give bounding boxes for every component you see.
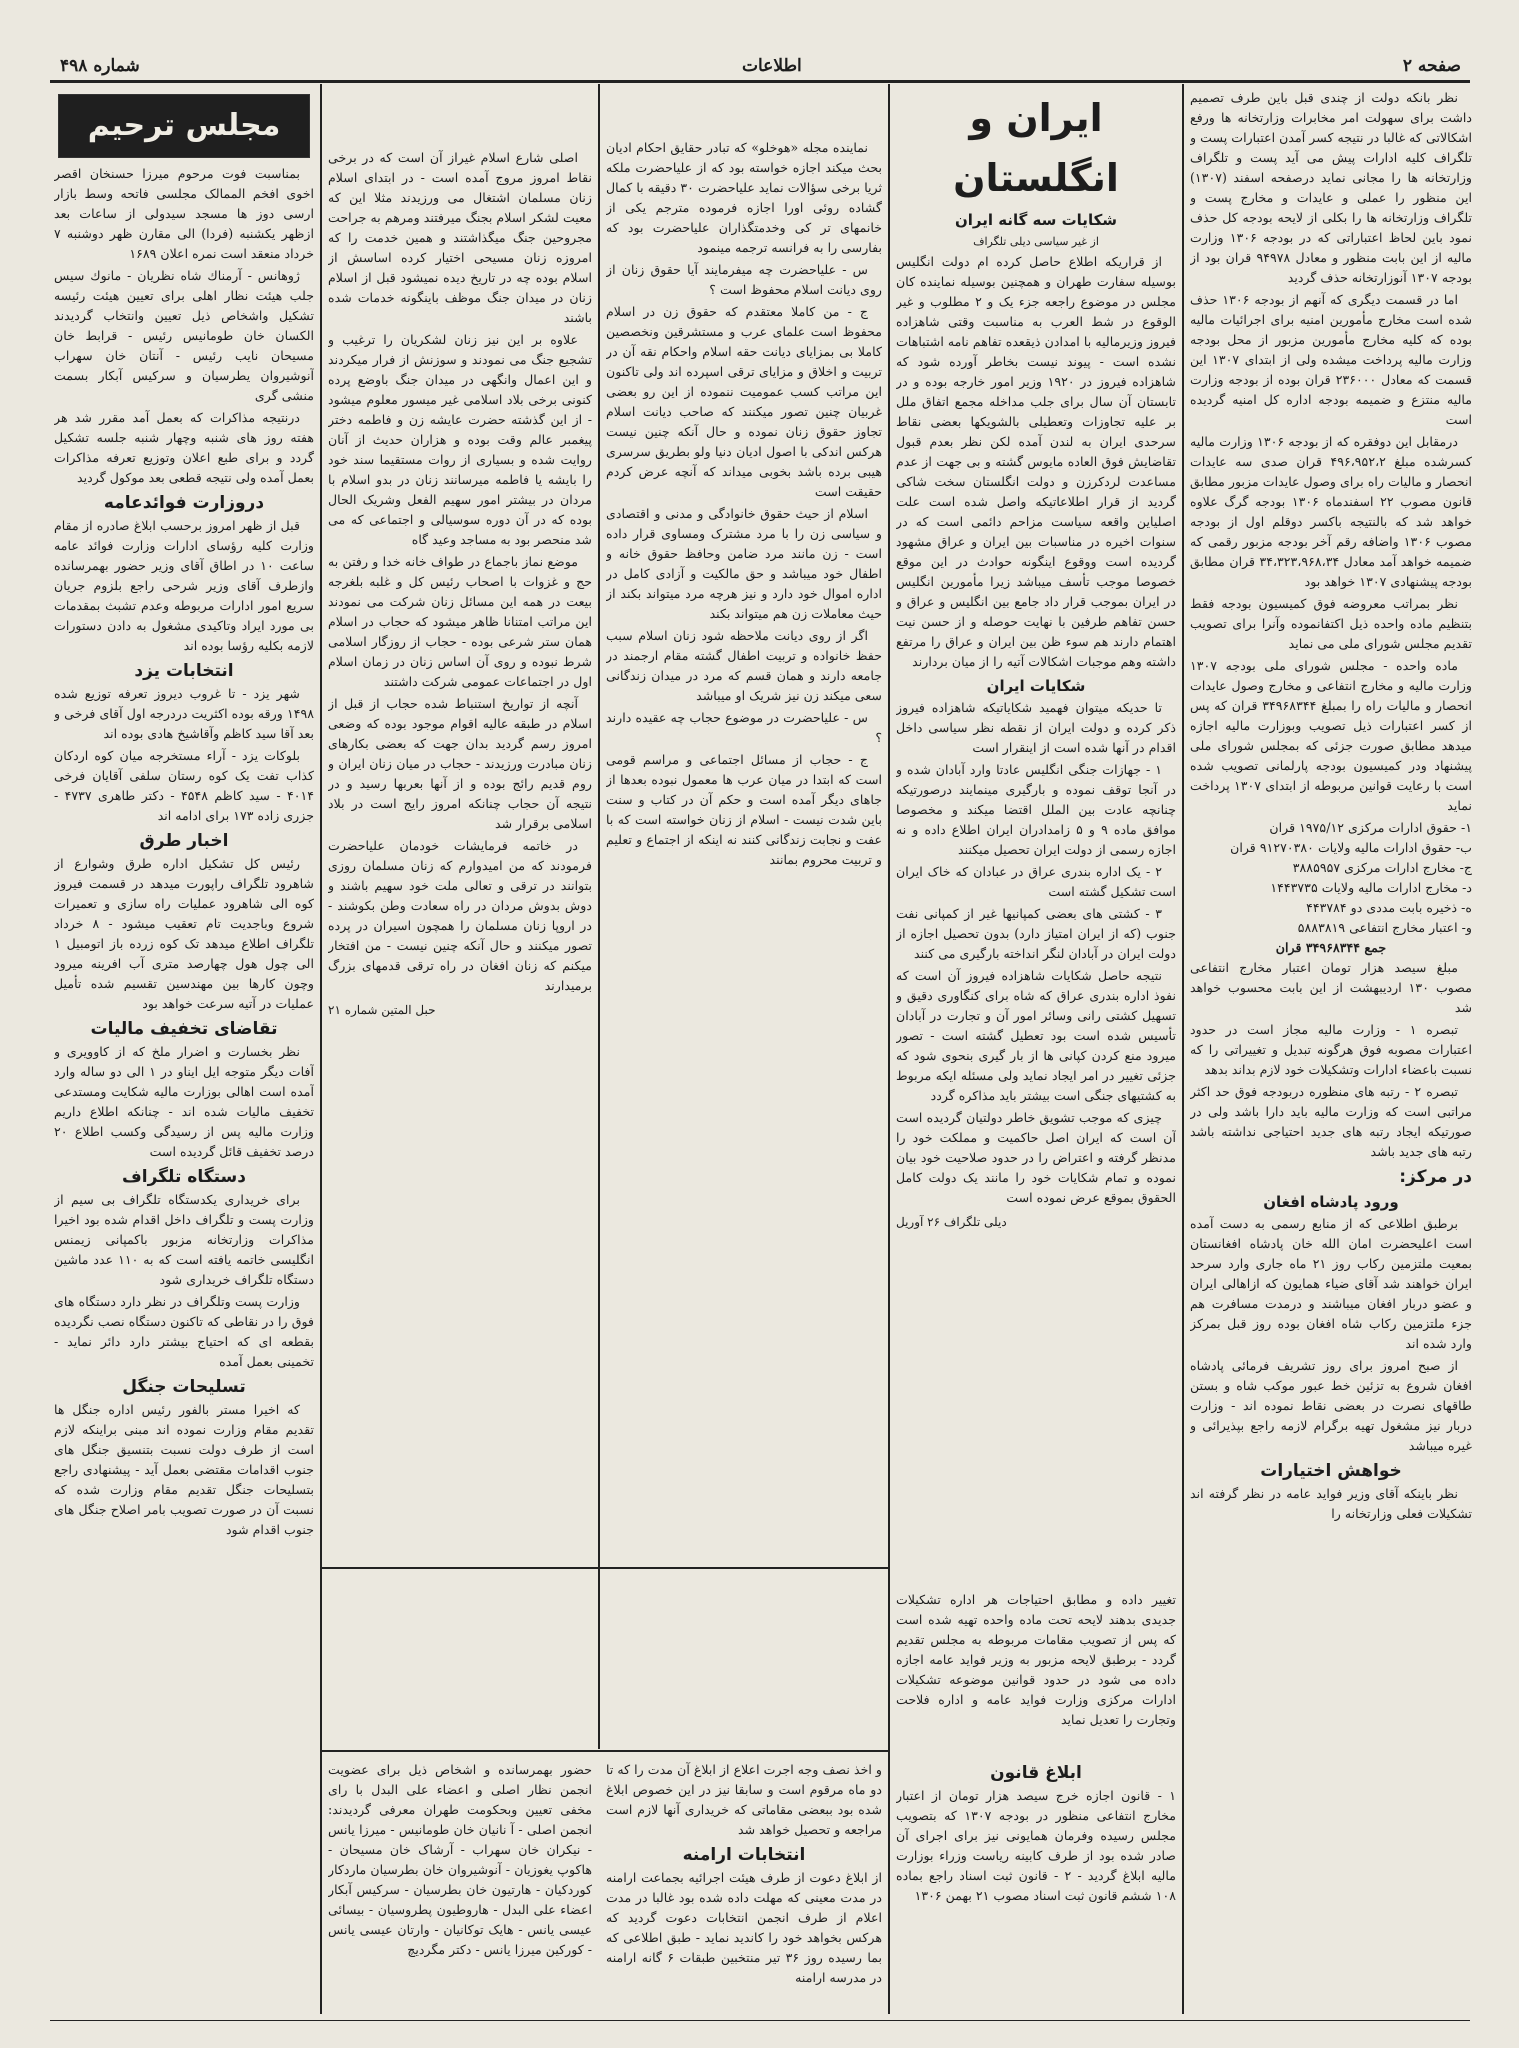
paragraph: تغییر داده و مطابق احتیاجات هر اداره تشکیلات جدیدی بدهند لایحه تحت ماده واحده تهیه شده است که پس از تصویب مقامات مربوطه به مجلس تقدیم گردد - برطبق لایحه مزبور به وزیر فواید عامه اجازه داده می شود در حدود قوانین موضوعه تشکیلات ادارات مرکزی وزارت فواید عامه و اداره فلاحت وتجارت را تعدیل نماید [896,1592,1176,1727]
column-divider [888,84,890,2014]
paragraph: از صبح امروز برای روز تشریف فرمائی پادشاه افغان شروع به تزئین خط عبور موکب شاه و بستن طاقهای نصرت در بعضی نقاط نموده اند - وزارت دربار نیز مشغول تهیه برگرام لازمه راجع بپذیرائی و غیره میباشد [1190,1358,1472,1453]
page-number: صفحه ۲ [1402,56,1461,76]
paragraph: از ابلاغ دعوت از طرف هیئت اجرائیه بجماعت ارامنه در مدت معینی که مهلت داده شده بود غالبا در مدت اعلام از طرف انجمن انتخابات دعوت گردید که هرکس بخواهد خود را کاندید نماید - طبق اطلاعی که بما رسیده روز ۳۶ تیر منتخبین طبقات ۶ گانه ارامنه در مدرسه ارامنه [606,1870,882,1985]
issue-number: شماره ۴۹۸ [60,56,140,76]
budget-item: ج- مخارج ادارات مرکزی ۳۸۸۵۹۵۷ [1292,860,1472,875]
paper-name: اطلاعات [742,56,802,76]
paragraph: حضور بهمرسانده و اشخاص ذیل برای عضویت انجمن نظار اصلی و اعضاء علی البدل با رای مخفی تعیین وبحکومت طهران معرفی گردیدند: انجمن اصلی - آ نانیان خان طومانیس - میرزا یانس - نیکران خان سهراب - آرشاک خان مسیحان - هاکوپ یغوزیان - آنوشیروان خان بطرسیان ماردکار کوردکیان - هارتیون خان بطرسیان - سرکیس آبکار اعضاء علی البدل - هاروطیون پطروسیان - بیسائی عیسی یانس - هایک توکانیان - وارتان عیسی یانس - کورکین میرزا یانس - دکتر مگردیچ [328,1762,592,1957]
paragraph: نظر بمراتب معروضه فوق کمیسیون بودجه فقط بتنظیم ماده واحده ذیل اکتفانموده وآنرا برای تصویب تقدیم مجلس شورای ملی می نماید [1190,596,1472,651]
news-title: تسلیحات جنگل [122,1377,246,1397]
paragraph: از قراریکه اطلاع حاصل کرده ام دولت انگلیس بوسیله سفارت طهران و همچنین بوسیله نماینده کان مجلس در موضوع راجعه جزء یک و ۲ مطلوب و غیر الوقوع در شط العرب به مناسبت وقتی شاهزاده فیروز وزیرمالیه با امدادن ذیقعده تفاهم نامه اشتباهات نشده است - پیوند نیست بخاطر آورده شود که شاهزاده فیروز در ۱۹۲۰ وزیر امور خارجه بوده و در تابستان آن سال برای جلب مداخله مجمع اتفاق ملل بر علیه تجاوزات وتعطیلی بالشویکها بعضی نقاط سرحدی ایران به لندن آمده لکن نظر بعدم قبول تقاضایش فوق العاده مایوس گشته و بی جهت از عدم مساعدت لردکرزن و دولت انگلستان سخت شاکی گردید از قرار اطلاعاتیکه واصل شده است علت اصلیاین واقعه سیاست مزاحم دائمی است که در سنوات اخیره در مناسبات بین ایران و عراق مشهود گردیده است ووقوع اینگونه حوادث در این موقع خصوصا موجب تأسف میباشد زیرا مأمورین انگلیس در ایران بموجب قرار داد جامع بین انگلیس و عراق و حسن تفاهم طرفین با نهایت حوصله و از حسن نیت اهتمام دارند هم سوء ظن بین ایران و عراق را مرتفع داشته وهم موجبات اشکالات آتیه را از میان بردارند [896,254,1176,669]
column-news [54,88,314,2018]
header-rule [50,80,1470,83]
paragraph: بلوکات یزد - آراء مستخرجه میان کوه اردکان کذاب تفت یک کوه رستان سلفی آقایان فرخی ۴۰۱۴ - سید کاظم ۴۵۴۸ - دکتر طاهری ۴۷۳۷ - جزری زاده ۱۷۳ برای ادامه اند [54,748,314,823]
paragraph: ژوهانس - آرمناك شاه نظریان - مانوك سیس جلب هیئت نظار اهلی برای تعیین هیئت رئیسه تشکیل واشخاص ذیل تعیین وانتخاب گردیدند الکسان خان طومانیس رئیس - قرابط خان مسیحان نایب رئیس - آنتان خان سهراب آنوشیروان یطرسیان و سرکیس آبکار بسمت منشی گری [54,268,314,403]
paragraph: ماده واحده - مجلس شورای ملی بودجه ۱۳۰۷ وزارت مالیه و مخارج انتفاعی و مخارج وصول عایدات انحصار و مالیات راه را بمبلغ ۳۴۹۶۸۳۴۴ قران که پس از کسر اعتبارات ذیل تصویب وبوزارت مالیه اجازه میدهد مطابق صورت جزئی که بمجلس شورای ملی پیشنهاد ودر کمیسیون بودجه پارلمانی تصویب شده است با رعایت قوانین مربوطه از ابتدای ۱۳۰۷ پرداخت نماید [1190,658,1472,813]
paragraph: علاوه بر این نیز زنان لشکریان را ترغیب و تشجیع جنگ می نمودند و سوزنش از فرار میکردند و این اعمال وانگهی در میدان جنگ باوضع پرده کنونی برخی بلاد اسلامی غیر میسور معلوم میشود - از این گذشته حضرت عایشه زن و فاطمه دختر پیغمبر عالم وقت بوده و هزاران حدیث از آنان روایت شده و بسیاری از روات مستقیما سند خود را بایشه یا فاطمه میرسانند زنان در بدو اسلام با مردان در بیشتر امور سهیم الفعل وشریک الحال بوده که در آن دوره سوسیالی و اجتماعی که می شد منحصر بود به مساجد وعید گاه [328,332,592,547]
armenian-election-block [606,1760,882,2014]
law-notice-block [896,1760,1176,2014]
paragraph: موضع نماز باجماع در طواف خانه خدا و رفتن به حج و غزوات با اصحاب رئیس کل و غلبه بلغرجه بیعت در همه این مسائل زنان شرکت می نمودند این مراتب امتنانا ظاهر میشود که حجاب در اسلام همان ستر شرعی بوده - حجاب از روزگار اسلامی شرط نبوده و روی آن اساس زنان در زمان اسلام اول در اجتماعات عمومی شرکت داشتند [328,554,592,689]
paragraph: اگر از روی دیانت ملاحظه شود زنان اسلام سبب حفظ خانواده و تربیت اطفال گشته مقام ارجمند در جامعه دارند و همان قسم که مرد در میدان زندگانی سعی میکند زن نیز شریک او میباشد [606,628,882,703]
paragraph: رئیس کل تشکیل اداره طرق وشوارع از شاهرود تلگراف راپورت میدهد در قسمت فیروز کوه الی شاهرود عملیات راه سازی و تعمیرات شروع وباجدیت تام تعقیب میشود - ۸ خرداد تلگراف اطلاع میدهد تک کوه زرده باز اتومبیل ۱ الی چول هول چهارصد متری آب افرینه میرود وچون کارها بین مهندسین تقسیم شده تأمیل عملیات در آتیه سرعت خواهد بود [54,856,314,1011]
paragraph: در خاتمه فرمایشات خودمان علیاحضرت فرمودند که من امیدوارم که زنان مسلمان روزی بتوانند در ترقی و تعالی ملت خود سهیم باشند و دوش بدوش مردان در راه سعادت وطن بکوشند - در اروپا زنان مسلمان را همچون اسیران در پرده تصور میکنند و حال آنکه چنین نیست - من افتخار میکنم که زنان افغان در راه ترقی قدمهای بزرگ برمیدارند [328,838,592,993]
article-subtitle: شکایات ایران [986,677,1086,695]
paragraph: نتیجه حاصل شکایات شاهزاده فیروز آن است که نفوذ اداره بندری عراق که شاه برای کنگاوری دقیق و تسهیل کشتی رانی وسائر امور آن و تجارت در آبادان تأسیس شده است بود تعطیل گشته است - تصور میرود منع کردن کپانی ها از بار گیری بنحوی شود که جزئی تغییر در امر ایجاد نماید ولی مسئله ایکه مربوط به کشتیهای جنگی است بیشتر باید مذاکره گردد [896,968,1176,1103]
paragraph: چیزی که موجب تشویق خاطر دولتیان گردیده است آن است که ایران اصل حاکمیت و مملکت خود را مدنظر گرفته و اعتراض را در حدود صلاحیت خود بیان نموده و تمام شکایات خود را مانند یک دولت کامل الحقوق بموقع عرض نموده است [896,1110,1176,1205]
budget-item: ۱- حقوق ادارات مرکزی ۱۹۷۵/۱۲ قران [1269,820,1472,835]
footer-rule [50,2020,1470,2021]
paragraph: شهر یزد - تا غروب دیروز تعرفه توزیع شده ۱۴۹۸ ورقه بوده اکثریت دردرجه اول آقای فرخی و بعد آقا سید کاظم وآقاشیخ هادی بوده اند [54,686,314,741]
question: س - علیاحضرت در موضوع حجاب چه عقیده دارند ؟ [606,710,882,745]
news-title: خواهش اختیارات [1260,1461,1402,1481]
answer: ج - من کاملا معتقدم که حقوق زن در اسلام محفوظ است علمای عرب و مستشرقین ونخصصین کاملا بی بمزایای دیانت حقه اسلام واحکام نقه آن در تربیت و اخلاق و مزایای ترقی اسپرده اند ولی تاکنون این مراتب کسب عمومیت ننموده از این رو بعضی غربیان چنین تصور میکنند که صاحب دیانت اسلام تجاوز حقوق زنان نموده و حال آنکه چنین نیست هرکس اندکی با اصول ادیان دنیا ولو بطریق سرسری هیبی برده باشد بخوبی میداند که آنچه عرض کردم حقیقت است [606,304,882,499]
paragraph: ۲ - یک اداره بندری عراق در عبادان که خاک ایران است تشکیل گشته است [896,864,1176,899]
notice-title: مجلس ترحیم [87,108,281,143]
question: س - علیاحضرت چه میفرمایند آیا حقوق زنان از روی دیانت اسلام محفوظ است ؟ [606,262,882,297]
paragraph: برطبق اطلاعی که از منابع رسمی به دست آمده است اعلیحضرت امان الله خان پادشاه افغانستان بمعیت ملتزمین رکاب روز ۲۱ ماه جاری وارد سرحد ایران خواهند شد آقای ضیاء همایون که ازاهالی ایران و عضو دربار افغان میباشند و درمدت مسافرت هم جزء ملتزمین رکاب شاه افغان بوده روز قبل بمرکز وارد شده اند [1190,1216,1472,1351]
law-top-block [896,1590,1176,1730]
column-queen-interview-cont [328,148,592,1618]
column-budget [1190,88,1472,2018]
section-label: در مرکز: [1399,1167,1472,1187]
paragraph: نماینده مجله «هوخلو» که تبادر حقایق احکام ادیان بحث میکند اجازه خواسته بود که از علیاحضرت ملکه ثریا برخی سؤالات نماید علیاحضرت ۳۰ دقیقه با کمال گشاده روئی اورا اجازه فرموده مترجم یکی از خانمهای تر کی وخدمتگذاران علیاحضرت بود که بفارسی را به فرانسه ترجمه مینمود [606,140,882,255]
paragraph: تا حدیکه میتوان فهمید شکایاتیکه شاهزاده فیروز ذکر کرده و دولت ایران از نقطه نظر سیاسی داخل اقدام در آنها شده است از اینقرار است [896,700,1176,755]
page-header [0,0,1519,78]
news-title: دروزارت فوائدعامه [103,493,265,513]
column-iran-england [896,88,1176,1578]
news-title: تقاضای تخفیف مالیات [90,1019,278,1039]
paragraph: که اخیرا مستر بالفور رئیس اداره جنگل ها تقدیم مقام وزارت نموده اند مبنی براینکه لازم است از طرف دولت نسبت بتنسیق جنگل های جنوب اقدامات مقتضی بعمل آید - پیشنهادی راجع بتسلیحات جنگل تقدیم مقام وزارت شده که نسبت آن در صورت تصویب بامر اصلاح جنگل های جنوب اقدام شود [54,1402,314,1537]
paragraph: بمناسبت فوت مرحوم میرزا حسنخان اقصر اخوی افخم الممالک مجلسی فاتحه وسط بازار ارسی دوز ها مسجد سیدولی از ساعات بعد ازظهر یکشنبه (فردا) الی مقارن ظهر دوشنبه ۷ خرداد منعقد است نمره اعلان ۱۶۸۹ [54,166,314,261]
paragraph: قبل از ظهر امروز برحسب ابلاغ صادره از مقام وزارت کلیه رؤسای ادارات وزارت فوائد عامه ساعت ۱۰ در اطاق آقای وزیر حضور بهمرسانده وازطرف آقای وزیر شرحی راجع بلزوم جریان سریع امور ادارات مربوطه وعدم تشبث بمقدمات بی مورد ایراد وتاکیدی مشغول به دادن دستورات لازمه بکلیه رؤسا بوده اند [54,518,314,653]
paragraph: تبصره ۱ - وزارت مالیه مجاز است در حدود اعتبارات مصوبه فوق هرگونه تبدیل و تغییراتی را که نسبت باعضاء ادارات وتشکیلات خود لازم بداند بدهد [1190,1022,1472,1077]
news-title: ابلاغ قانون [990,1763,1082,1783]
news-title: ورود پادشاه افغان [1263,1193,1399,1211]
paragraph: آنچه از تواریخ استنباط شده حجاب از قبل از اسلام در طبقه عالیه اقوام موجود بوده که وضعی امروز رسم گردید بدان جهت که بعضی بکارهای زنان مبادرت ورزیدند - حجاب در میان زنان ایران و روم قدیم رائج بوده و از آنها بعربها رسید و در نتیجه آن حجاب چنانکه امروز رایج است در بلاد اسلامی برقرار شد [328,696,592,831]
source-signature: دیلی تلگراف ۲۶ آوریل [896,1215,1007,1229]
budget-item: ه- ذخیره بابت مددی دو ۴۴۳۷۸۴ [1306,900,1472,915]
paragraph: برای خریداری یکدستگاه تلگراف بی سیم از وزارت پست و تلگراف داخل اقدام شده بود اخیرا مذاکرات وزارتخانه مزبور باکمپانی زیمنس انگلیسی خاتمه یافته است که به ۱۱۰ عدد ماشین دستگاه تلگراف خریداری شود [54,1192,314,1287]
paragraph: درمقابل این دوفقره که از بودجه ۱۳۰۶ وزارت مالیه کسرشده مبلغ ۴۹۶،۹۵۲،۲ قران صدی سه عایدات انحصار و مالیات راه برای وصول عایدات مزبور مطابق قانون مصوب ۲۲ اسفندماه ۱۳۰۶ بودجه گرگ علاوه خواهد شد که بالنتیجه باکسر دوقلم اول از بودجه مصوب ۱۳۰۶ واضافه رقم آخر بودجه مزبور رقمی که ضمیمه خواهد آمد معادل ۳۴،۳۲۳،۹۶۸،۳۴ قران مطابق بودجه پیشنهادی ۱۳۰۷ خواهد بود [1190,434,1472,589]
news-title: دستگاه تلگراف [122,1167,246,1187]
article-title: ایران و انگلستان [953,96,1119,200]
paragraph: نظر باینکه آقای وزیر فواید عامه در نظر گرفته اند تشکیلات فعلی وزارتخانه را [1190,1486,1472,1521]
column-divider [598,84,600,1749]
paragraph: اصلی شارع اسلام غیراز آن است که در برخی نقاط امروز مروج آمده است - در ابتدای اسلام زنان مسلمان اشتغال می ورزیدند مثلا این که معیت لشکر اسلام بجنگ میرفتند ومرهم به جراحت مجروحین جنگ میگذاشتند و همین خدمت را که امروزه زنان مسیحی اختیار کرده اساسش از اسلام بوده چه در تاریخ دیده نمیشود قبل از اسلام زنان در میدان جنگ موظف باینگونه خدمات شده باشند [328,150,592,325]
budget-item: و- اعتبار مخارج انتفاعی ۵۸۸۳۸۱۹ [1297,920,1472,935]
section-rule [322,1750,888,1752]
budget-list [1190,818,1472,958]
article-subtitle: شکایات سه گانه ایران [954,211,1118,229]
armenian-council-block [328,1760,592,2014]
column-divider [1182,84,1184,2014]
answer: ج - حجاب از مسائل اجتماعی و مراسم قومی است که ابتدا در میان عرب ها معمول نبوده بعدها از جاهای دیگر آمده است و حکم آن در کتاب و سنت باین شدت نیست - اسلام از زنان خواسته است که با عفت و نجابت زندگانی کنند نه اینکه از اجتماع و تعلیم و تربیت محروم بمانند [606,752,882,867]
column-queen-interview [606,88,882,1558]
mourning-box [58,94,310,158]
budget-total: جمع ۳۴۹۶۸۳۴۴ قران [1275,940,1387,955]
dateline: از غیر سیاسی دیلی تلگراف [973,235,1099,248]
paragraph: نظر بانکه دولت از چندی قبل باین طرف تصمیم داشت برای سهولت امر مخابرات وزارتخانه ها ورفع اشکالاتی که غالبا در نتیجه کسر آمدن اعتبارات پست و تلگراف کلیه ادارات پیش می آید پست و تلگراف وزارتخانه ها را مجانی نماید درصفحه اسفند (۱۳۰۷) این منظور را عملی و عایدات و مخارج پست و تلگراف وزارتخانه ها را بکلی از لایحه بودجه کل حذف نمود باین لحاظ اعتباراتی که در بودجه ۱۳۰۶ وزارت مالیه از این بابت منظور و معادل ۹۴۹۷۸ قران بود از بودجه ۱۳۰۷ آنوزارتخانه حذف گردید [1190,90,1472,285]
source-signature: حبل المتین شماره ۲۱ [328,1003,436,1017]
news-title: انتخابات یزد [134,661,234,681]
budget-item: ب- حقوق ادارات مالیه ولایات ۹۱۲۷۰۳۸۰ قران [1230,840,1472,855]
paragraph: و اخذ نصف وجه اجرت اعلاع از ابلاغ آن مدت را که تا دو ماه مرقوم است و سابقا نیز در این خصوص ابلاغ شده بود ببعضی مقاماتی که خریداری آنها لازم است مراجعه و تحصیل خواهد شد [606,1762,882,1837]
paragraph: نظر بخسارت و اضرار ملخ که از کاوویری و آفات دیگر متوجه ایل ایناو در ۱ الی دو ساله وارد آمده است اهالی بوزارت مالیه شکایت ومستدعی تخفیف مالیات شده اند - چنانکه اطلاع داریم وزارت مالیه پس از رسیدگی وکسب اطلاع ۲۰ درصد تخفیف قائل گردیده است [54,1044,314,1159]
paragraph: اما در قسمت دیگری که آنهم از بودجه ۱۳۰۶ حذف شده است مخارج مأمورین امنیه برای اجرائیات مالیه بوده که کلیه مخارج مأمورین مزبور از محل بودجه وزارت مالیه پرداخت میشده ولی از ابتدای ۱۳۰۷ این قسمت که معادل ۲۳۶۰۰۰ قران بوده از بودجه وزارت مالیه منتزع و ضمیمه بودجه اداره کل امنیه گردیده است [1190,292,1472,427]
column-divider [320,84,322,2014]
paragraph: وزارت پست وتلگراف در نظر دارد دستگاه های فوق را در نقاطی که تاکنون دستگاه نصب نگردیده بقطعه ای که احتیاج بیشتر دارد دائر نماید - تخمینی بعمل آمده [54,1294,314,1369]
paragraph: ۱ - قانون اجازه خرج سیصد هزار تومان از اعتبار مخارج انتفاعی منظور در بودجه ۱۳۰۷ که بتصویب مجلس رسیده وفرمان همایونی نیز برای اجرای آن صادر شده بود از طرف کابینه ریاست وزراء بوزارت مالیه ابلاغ گردید - ۲ - قانون ثبت اسناد راجع بماده ۱۰۸ ششم قانون ثبت اسناد مصوب ۲۱ بهمن ۱۳۰۶ [896,1788,1176,1903]
paragraph: مبلغ سیصد هزار تومان اعتبار مخارج انتفاعی مصوب ۱۳۰ اردیبهشت از این بابت محسوب خواهد شد [1190,960,1472,1015]
budget-item: د- مخارج ادارات مالیه ولایات ۱۴۴۳۷۳۵ [1270,880,1472,895]
paragraph: درنتیجه مذاکرات که بعمل آمد مقرر شد هر هفته روز های شنبه وچهار شنبه جلسه تشکیل گردد و برای طبع اعلان وتوزیع تعرفه مذاکرات بعمل آمده ولی نتیجه قطعی بعد موکول گردید [54,410,314,485]
paragraph: ۱ - جهازات جنگی انگلیس عادتا وارد آبادان شده و در آنجا توقف نموده و بارگیری مینمایند درصورتیکه چنانچه عادت بین الملل اقتضا میکند و مخصوصا موافق ماده ۹ و ۵ زامدادران ایران اطلاع داده و نه اجازه رسمی از دولت ایران تحصیل میکنند [896,762,1176,857]
news-title: اخبار طرق [139,831,229,851]
paragraph: اسلام از حیث حقوق خانوادگی و مدنی و اقتصادی و سیاسی زن را با مرد مشترک ومساوی قرار داده است - زن مانند مرد ضامن وحافظ حقوق خانه و اطفال خود میباشد و حق مالکیت و آزادی کامل در اداره اموال خود دارد و نیز هرچه مرد میتواند بکند از حیث معاملات زن هم میتواند بکند [606,506,882,621]
paragraph: تبصره ۲ - رتبه های منظوره دربودجه فوق حد اکثر مراتبی است که وزارت مالیه باید دارا باشد ولی در صورتیکه ایجاد رتبه های جدید احتیاجی نداشته باشد رتبه های جدید باشد [1190,1084,1472,1159]
paragraph: ۳ - کشتی های بعضی کمپانیها غیر از کمپانی نفت جنوب (که از ایران امتیاز دارد) بدون تحصیل اجازه از دولت ایران در آبادان لنگر انداخته بارگیری می کنند [896,906,1176,961]
news-title: انتخابات ارامنه [682,1845,806,1865]
